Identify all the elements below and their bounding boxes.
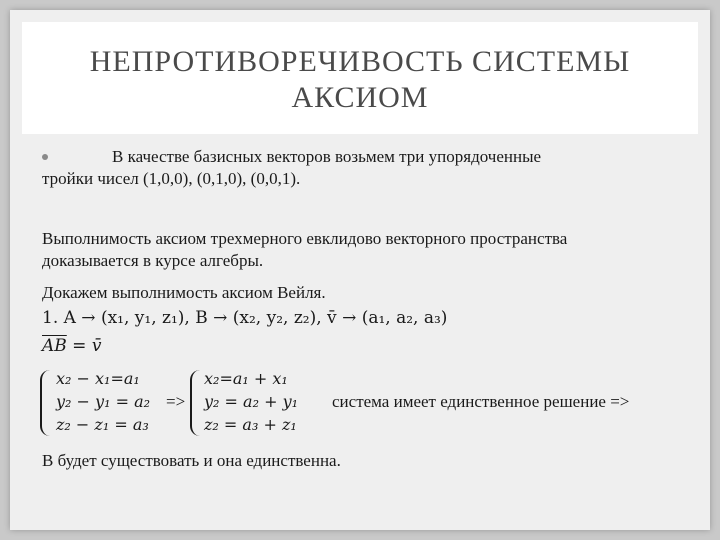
implies-arrow: =>: [166, 392, 186, 411]
paragraph1-line1: В качестве базисных векторов возьмем три упорядоченные: [112, 147, 542, 166]
system1-eq2: y₂ − y₁ = a₂: [56, 392, 151, 411]
system-conclusion: система имеет единственное решение =>: [332, 392, 630, 411]
system2-eq1: x₂=a₁ + x₁: [204, 369, 288, 388]
vector-v: = v̄: [66, 336, 102, 356]
paragraph3: Докажем выполнимость аксиом Вейля.: [42, 283, 326, 302]
paragraph1-line2: тройки чисел (1,0,0), (0,1,0), (0,0,1).: [42, 169, 301, 188]
slide-title: НЕПРОТИВОРЕЧИВОСТЬ СИСТЕМЫ АКСИОМ: [89, 45, 631, 114]
paragraph2-line2: доказывается в курсе алгебры.: [42, 251, 264, 270]
system2-eq3: z₂ = a₃ + z₁: [204, 415, 297, 434]
system1-eq1: x₂ − x₁=a₁: [56, 369, 140, 388]
paragraph2-line1: Выполнимость аксиом трехмерного евклидово векторного пространства: [42, 229, 568, 248]
system2-brace: [190, 370, 202, 436]
vector-ab: $\overline{AB}$: [42, 336, 67, 356]
step1-mapping: 1. A → (x₁, y₁, z₁), B → (x₂, y₂, z₂), v̄ → (a₁, a₂, a₃): [42, 308, 448, 328]
system2-eq2: y₂ = a₂ + y₁: [204, 392, 299, 411]
system1-eq3: z₂ − z₁ = a₃: [56, 415, 149, 434]
bullet-icon: [42, 154, 48, 160]
final-line: В будет существовать и она единственна.: [42, 451, 341, 470]
slide: [10, 10, 710, 530]
vector-equation: [42, 336, 101, 357]
system1-brace: [40, 370, 52, 436]
title-box: [22, 22, 698, 134]
